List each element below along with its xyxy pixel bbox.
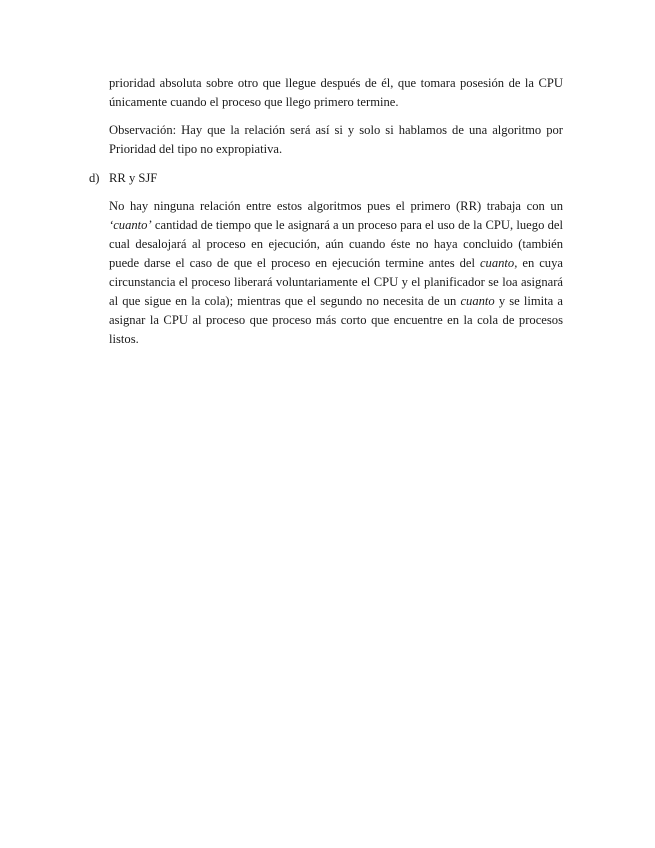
list-item-label-d: d): [89, 171, 100, 185]
text-segment: , en cuya circunstancia el proceso liberará voluntariamente el CPU y el planificador se loa asignará al que sigue en la cola); mientras que el segundo no necesita de un: [109, 256, 563, 308]
text-segment: cantidad de tiempo que le asignará a un proceso para el uso de la CPU, luego del cual desalojará al proceso en ejecución, aún cuando éste no haya concluido (también puede darse el caso de que el proceso en ejecución termine antes del: [109, 218, 563, 270]
paragraph-rr-sjf-explanation: [109, 197, 563, 349]
paragraph-priority-continuation: prioridad absoluta sobre otro que llegue después de él, que tomara posesión de la CPU únicamente cuando el proceso que llego primero termine.: [109, 76, 563, 109]
list-item-title-rr-sjf: RR y SJF: [109, 171, 158, 185]
text-segment: y se limita a asignar la CPU al proceso que proceso más corto que encuentre en la cola de procesos listos.: [109, 294, 563, 346]
paragraph-observation: Observación: Hay que la relación será así si y solo si hablamos de una algoritmo por Prioridad del tipo no expropiativa.: [109, 123, 563, 156]
text-segment: No hay ninguna relación entre estos algoritmos pues el primero (RR) trabaja con un: [109, 199, 563, 213]
term-cuanto: cuanto: [479, 256, 515, 270]
term-cuanto-quoted: ‘cuanto’: [109, 218, 152, 232]
term-cuanto: cuanto: [460, 294, 495, 308]
